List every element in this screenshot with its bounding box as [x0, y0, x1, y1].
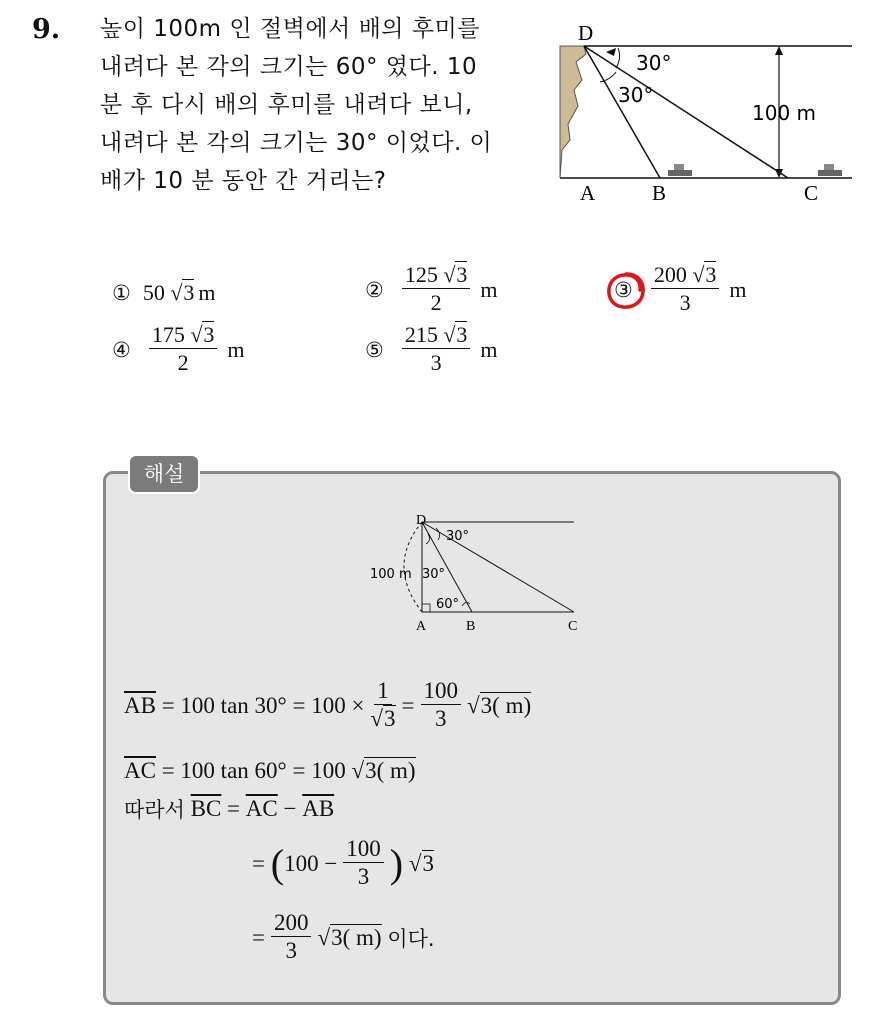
solution-line-3: 따라서 $\overline{BC}$ = $\overline{AC}$ − $\overline{AB}$ [124, 796, 335, 822]
choice-3[interactable]: ③ $\frac{200 √3}{3}$ m [614, 262, 747, 315]
solution-line-2: $\overline{AC}$ = 100 tan 60° = 100 √3( m) [124, 758, 416, 783]
question-number: 9. [32, 14, 61, 45]
question-text [100, 10, 540, 200]
ship-icon-b [668, 164, 692, 176]
sol-label-a: A [416, 619, 427, 634]
label-height: 100 m [752, 101, 817, 125]
question-line: 높이 100m 인 절벽에서 배의 후미를 [100, 16, 480, 42]
label-angle-top: 30° [636, 51, 672, 75]
selection-circle-mark [604, 268, 648, 312]
sol-label-60: 60° [436, 597, 460, 612]
sol-label-30: 30° [422, 567, 446, 582]
sol-label-30-top: 30° [446, 529, 470, 544]
cliff-shape [560, 46, 586, 178]
label-b: B [652, 181, 667, 205]
question-line: 배가 10 분 동안 간 거리는? [100, 168, 387, 194]
ship-icon-c [818, 164, 842, 176]
solution-figure [366, 510, 586, 636]
solution-line-4: = ( 100 − $\frac{100}{3}$ ) √3 [252, 836, 434, 889]
question-line: 내려다 본 각의 크기는 60° 였다. 10 [100, 54, 478, 80]
choice-1[interactable]: ① 50 √3 m [112, 280, 216, 305]
sol-label-d: D [416, 513, 427, 528]
solution-line-5: = $\frac{200}{3}$ √3( m) 이다. [252, 910, 435, 963]
sol-label-h: 100 m [370, 567, 412, 582]
cliff-figure [556, 20, 856, 210]
sol-label-b: B [466, 619, 476, 634]
solution-tag: 해설 [128, 454, 200, 494]
sol-label-c: C [568, 619, 578, 634]
label-d: D [578, 21, 594, 45]
label-a: A [580, 181, 596, 205]
label-angle-inner: 30° [618, 83, 654, 107]
choice-2[interactable]: ② $\frac{125 √3}{2}$ m [365, 262, 498, 315]
label-c: C [804, 181, 819, 205]
solution-line-1: $\overline{AB}$ = 100 tan 30° = 100 × $\frac{1}{√3}$ = $\frac{100}{3}$ √3( m) [124, 678, 532, 731]
choice-4[interactable]: ④ $\frac{175 √3}{2}$ m [112, 322, 245, 375]
choice-5[interactable]: ⑤ $\frac{215 √3}{3}$ m [365, 322, 498, 375]
question-line: 내려다 본 각의 크기는 30° 이었다. 이 [100, 130, 493, 156]
question-line: 분 후 다시 배의 후미를 내려다 보니, [100, 92, 473, 118]
